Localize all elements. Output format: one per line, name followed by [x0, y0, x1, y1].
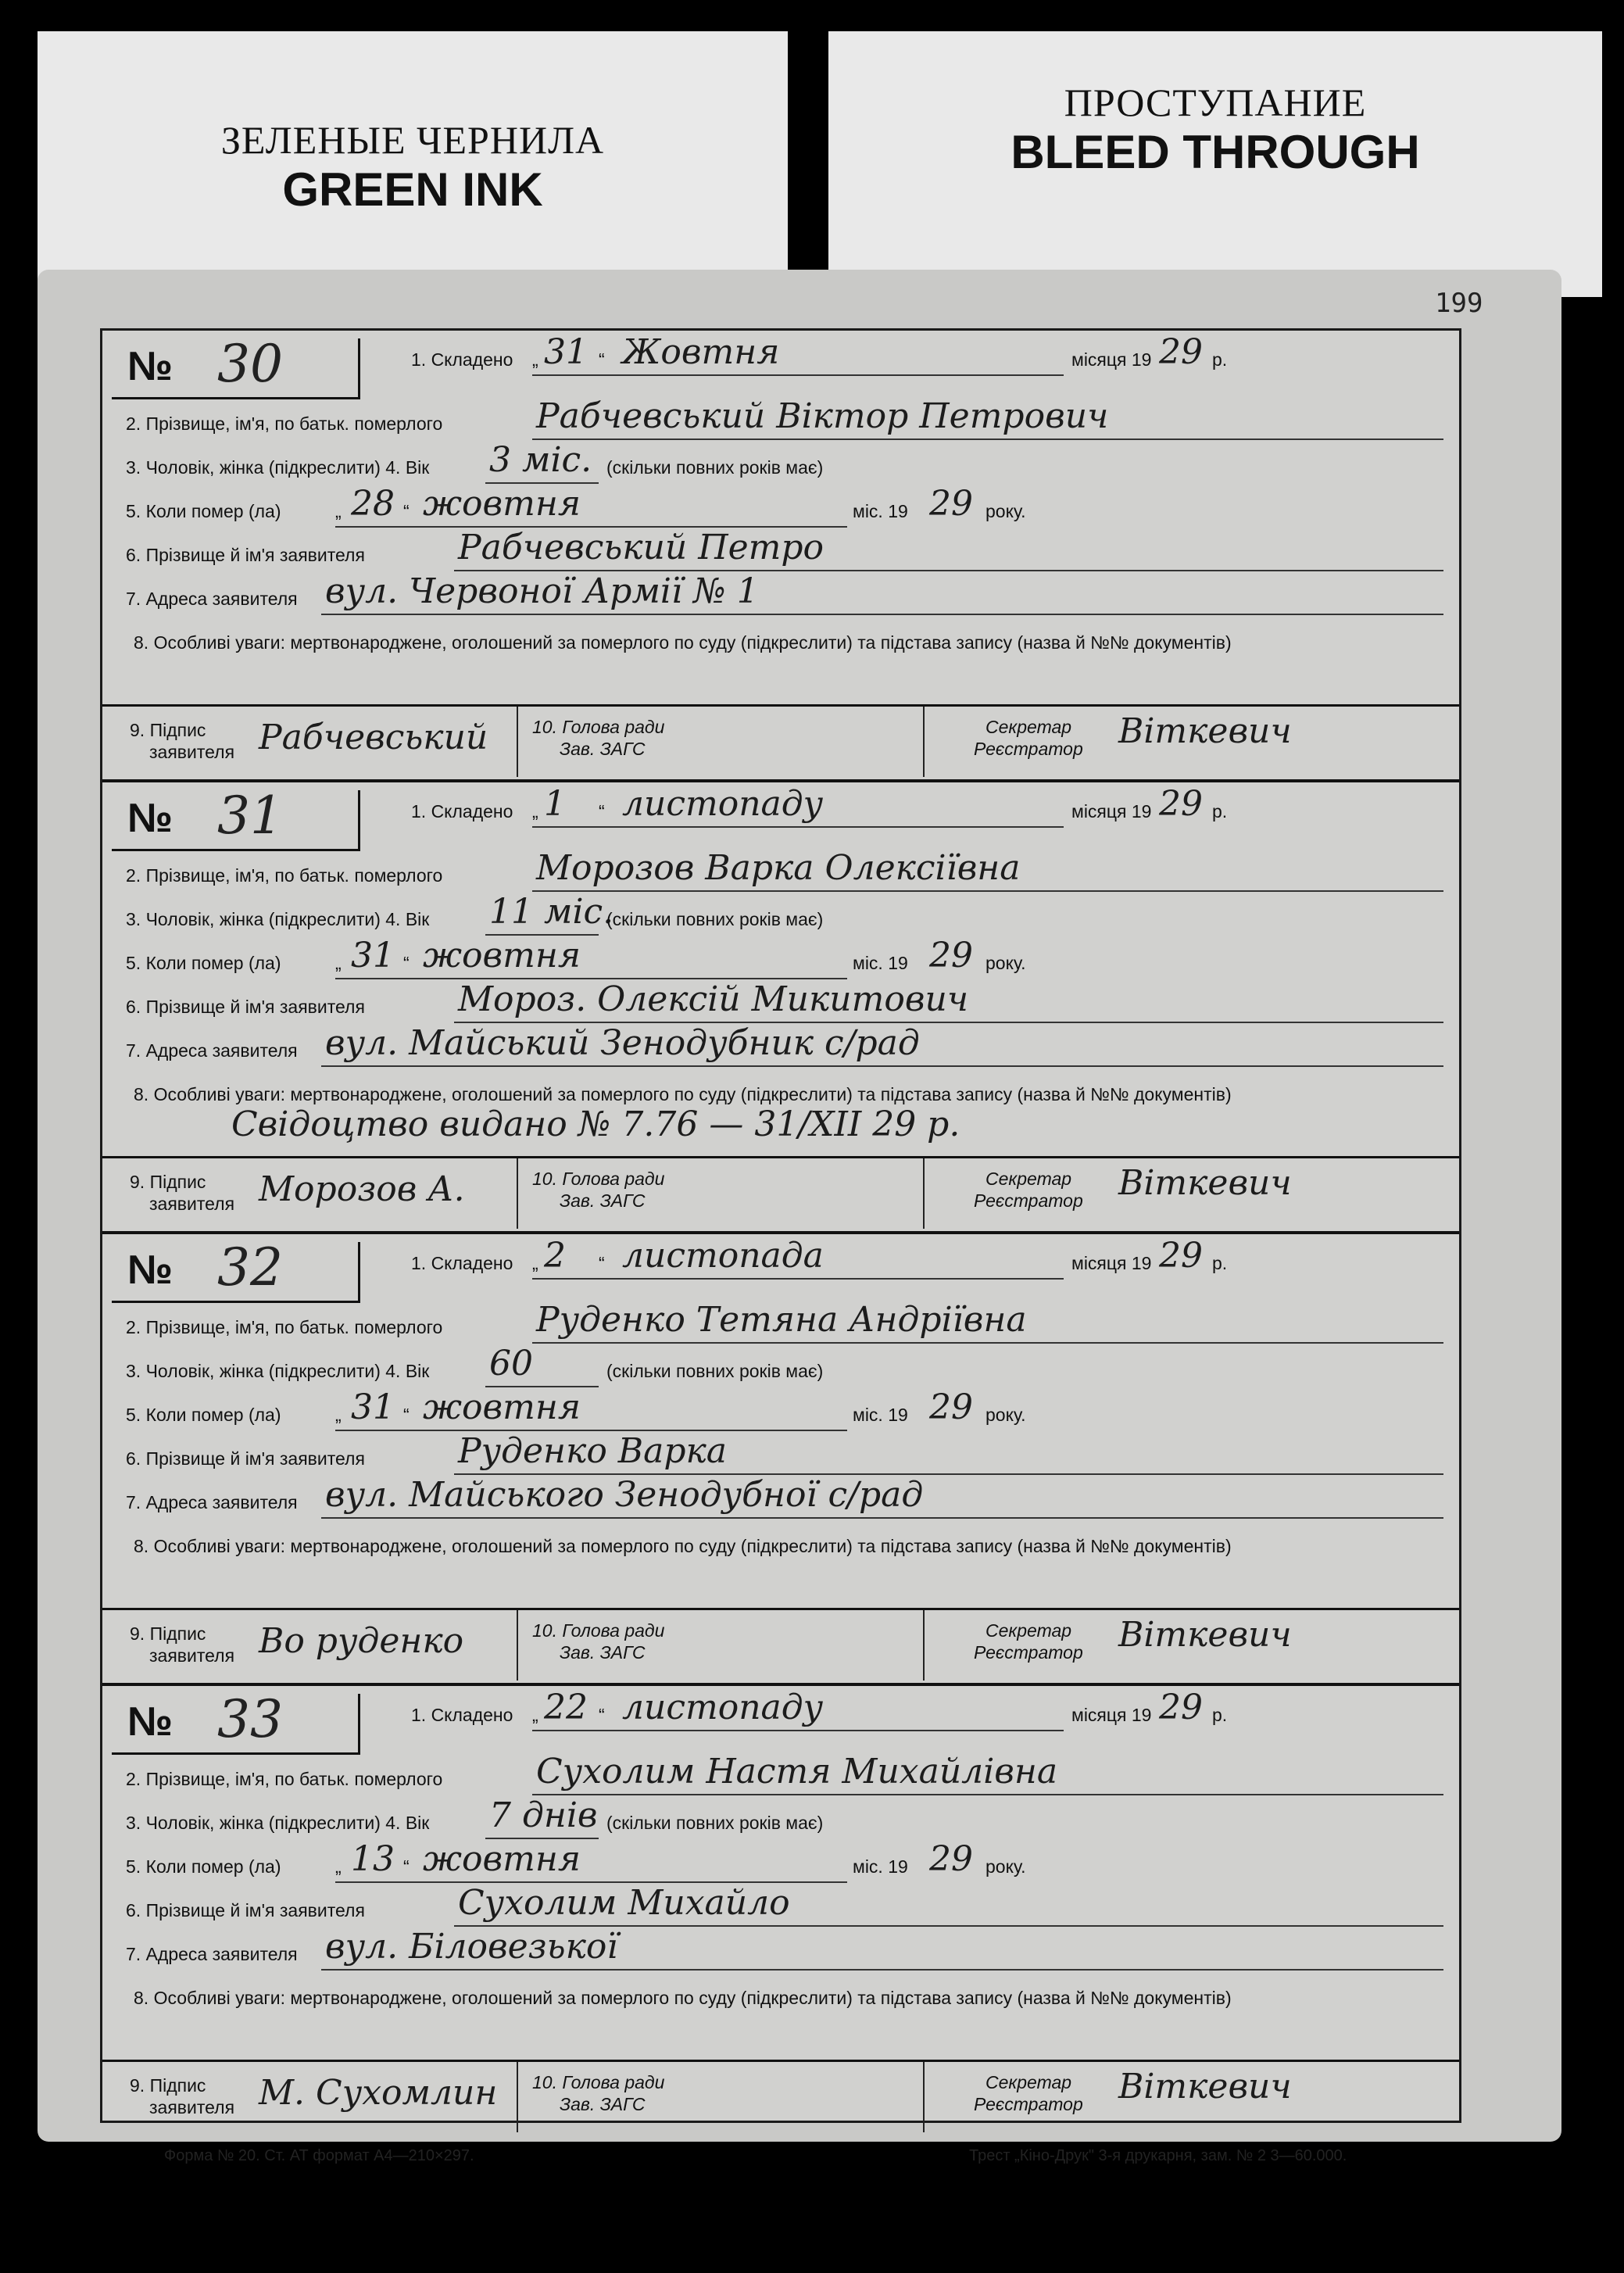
composed-day-close-quote: “ — [599, 349, 605, 370]
death-date-label: 5. Коли помер (ла) — [126, 1856, 281, 1877]
composed-month: листопаду — [622, 1688, 824, 1727]
death-day-open-quote: „ — [335, 1405, 342, 1425]
declarant-label: 6. Прізвище й ім'я заявителя — [126, 1900, 365, 1920]
declarant-label: 6. Прізвище й ім'я заявителя — [126, 1448, 365, 1469]
death-day-close-quote: “ — [403, 1405, 410, 1425]
record-number: 32 — [217, 1237, 283, 1298]
declarant-signature: М. Сухомлин — [259, 2073, 498, 2113]
declarant-address: вул. Майського Зенодубної с/рад — [325, 1475, 924, 1515]
composed-year-suffix: р. — [1212, 1253, 1228, 1273]
death-year-label: міс. 19 — [853, 1405, 908, 1425]
line-notes — [102, 1977, 1459, 2051]
record-number-prefix: № — [127, 344, 173, 389]
registrar-cell — [923, 1610, 1459, 1681]
secretary-label: Секретар — [985, 1169, 1072, 1189]
signature-label: 9. Підпис — [130, 2075, 206, 2096]
record-number-prefix: № — [127, 1699, 173, 1745]
address-rule — [321, 1065, 1443, 1067]
sex-age-label: 3. Чоловік, жінка (підкреслити) 4. Вік — [126, 1361, 430, 1381]
composed-month: листопаду — [622, 784, 824, 824]
composed-year-label: місяця 19 — [1071, 1705, 1152, 1725]
record-number: 33 — [217, 1689, 283, 1749]
declarant-address: вул. Біловезької — [325, 1927, 618, 1967]
death-day-close-quote: “ — [403, 953, 410, 973]
composed-year-suffix: р. — [1212, 349, 1228, 370]
line-address — [102, 1927, 1459, 1974]
record-number: 30 — [217, 334, 283, 394]
death-date-label: 5. Коли помер (ла) — [126, 1405, 281, 1425]
notes-label: 8. Особливі уваги: мертвонароджене, оголошений за померлого по суду (підкреслити) та підстава запису (назва й №№ документів) — [134, 632, 1232, 653]
death-day: 28 — [351, 484, 395, 524]
signature-label: 9. Підпис — [130, 1172, 206, 1192]
death-day-open-quote: „ — [335, 501, 342, 521]
death-year-label: міс. 19 — [853, 501, 908, 521]
line-address — [102, 571, 1459, 618]
declarant-name: Руденко Варка — [458, 1431, 728, 1471]
line-deceased — [102, 1752, 1459, 1799]
death-day-open-quote: „ — [335, 1856, 342, 1877]
death-record-32 — [102, 1234, 1459, 1680]
composed-label: 1. Складено — [411, 801, 513, 822]
composed-year: 29 — [1159, 784, 1203, 824]
deceased-label: 2. Прізвище, ім'я, по батьк. померлого — [126, 1317, 443, 1337]
composed-year-label: місяця 19 — [1071, 801, 1152, 822]
declarant-label: 6. Прізвище й ім'я заявителя — [126, 997, 365, 1017]
declarant-address: вул. Червоної Армії № 1 — [325, 571, 759, 611]
signature-label: 9. Підпис — [130, 720, 206, 740]
line-declarant — [102, 979, 1459, 1026]
deceased-name: Рабчевський Віктор Петрович — [536, 396, 1109, 436]
line-sex-age — [102, 440, 1459, 487]
declarant-signature-cell — [102, 2062, 518, 2132]
signature-label: 9. Підпис — [130, 1623, 206, 1644]
age-value: 60 — [489, 1344, 533, 1383]
registrar-cell — [923, 2062, 1459, 2132]
composed-rule — [532, 374, 1064, 376]
line-notes — [102, 1073, 1459, 1147]
registrar-signature: Віткевич — [1118, 1163, 1292, 1203]
registrar-label: Реєстратор — [974, 1642, 1083, 1663]
death-record-33 — [102, 1686, 1459, 2132]
composed-year-label: місяця 19 — [1071, 349, 1152, 370]
age-hint: (скільки повних років має) — [606, 1361, 824, 1381]
record-number-prefix: № — [127, 796, 173, 841]
record-separator — [102, 1231, 1459, 1234]
composed-month: листопада — [622, 1236, 824, 1276]
declarant-word: заявителя — [149, 742, 235, 762]
deceased-name: Руденко Тетяна Андріївна — [536, 1300, 1027, 1340]
signature-row — [102, 704, 1459, 777]
death-year: 29 — [929, 1839, 973, 1879]
declarant-signature: Рабчевський — [259, 718, 488, 757]
death-day-open-quote: „ — [335, 953, 342, 973]
line-address — [102, 1475, 1459, 1522]
death-year-suffix: року. — [985, 953, 1026, 973]
line-deceased — [102, 848, 1459, 895]
form-footer-left: Форма № 20. Ст. АТ формат А4—210×297. — [164, 2147, 474, 2164]
secretary-label: Секретар — [985, 717, 1072, 737]
death-day-close-quote: “ — [403, 1856, 410, 1877]
bleed-through-label-en: BLEED THROUGH — [1011, 126, 1420, 178]
death-year: 29 — [929, 484, 973, 524]
composed-day: 2 — [544, 1236, 566, 1276]
secretary-label: Секретар — [985, 1620, 1072, 1641]
address-label: 7. Адреса заявителя — [126, 589, 298, 609]
composed-rule — [532, 1278, 1064, 1280]
composed-day-open-quote: „ — [532, 1705, 538, 1725]
address-label: 7. Адреса заявителя — [126, 1944, 298, 1964]
composed-year: 29 — [1159, 1688, 1203, 1727]
chairman-label: 10. Голова ради — [532, 2072, 665, 2092]
composed-year-suffix: р. — [1212, 801, 1228, 822]
declarant-word: заявителя — [149, 1194, 235, 1214]
registrar-signature: Віткевич — [1118, 711, 1292, 751]
death-day: 31 — [351, 936, 395, 975]
chairman-cell — [517, 707, 925, 777]
declarant-label: 6. Прізвище й ім'я заявителя — [126, 545, 365, 565]
declarant-signature-cell — [102, 1158, 518, 1229]
page-number: 199 — [1435, 288, 1483, 319]
line-composed — [102, 1688, 1459, 1734]
chairman-label: 10. Голова ради — [532, 1620, 665, 1641]
age-value: 7 днів — [489, 1795, 598, 1835]
death-year-suffix: року. — [985, 1405, 1026, 1425]
death-year: 29 — [929, 936, 973, 975]
line-declarant — [102, 1883, 1459, 1930]
notes-value: Свідоцтво видано № 7.76 — 31/XII 29 р. — [231, 1104, 960, 1144]
death-year-label: міс. 19 — [853, 1856, 908, 1877]
registrar-label: Реєстратор — [974, 2094, 1083, 2114]
line-composed — [102, 784, 1459, 831]
declarant-word: заявителя — [149, 2097, 235, 2117]
deceased-label: 2. Прізвище, ім'я, по батьк. померлого — [126, 865, 443, 886]
declarant-signature-cell — [102, 1610, 518, 1681]
chairman-cell — [517, 2062, 925, 2132]
line-deceased — [102, 396, 1459, 443]
line-death-date — [102, 1839, 1459, 1886]
death-date-label: 5. Коли помер (ла) — [126, 501, 281, 521]
line-sex-age — [102, 892, 1459, 939]
death-year-suffix: року. — [985, 501, 1026, 521]
address-rule — [321, 1969, 1443, 1971]
death-record-31 — [102, 782, 1459, 1228]
declarant-address: вул. Майський Зенодубник с/рад — [325, 1023, 920, 1063]
line-notes — [102, 621, 1459, 696]
declarant-name: Сухолим Михайло — [458, 1883, 790, 1923]
deceased-name: Сухолим Настя Михайлівна — [536, 1752, 1058, 1792]
line-sex-age — [102, 1795, 1459, 1842]
death-day: 13 — [351, 1839, 395, 1879]
chairman-label: 10. Голова ради — [532, 717, 665, 737]
deceased-rule — [532, 1342, 1443, 1344]
line-death-date — [102, 936, 1459, 983]
line-death-date — [102, 1387, 1459, 1434]
composed-label: 1. Складено — [411, 1705, 513, 1725]
line-declarant — [102, 528, 1459, 575]
declarant-signature: Во руденко — [259, 1621, 464, 1661]
composed-day: 22 — [544, 1688, 588, 1727]
composed-day-open-quote: „ — [532, 349, 538, 370]
record-number: 31 — [217, 786, 283, 846]
composed-rule — [532, 826, 1064, 828]
composed-day-close-quote: “ — [599, 1705, 605, 1725]
death-month: жовтня — [423, 936, 581, 975]
composed-day: 31 — [544, 332, 588, 372]
address-label: 7. Адреса заявителя — [126, 1492, 298, 1512]
age-hint: (скільки повних років має) — [606, 1813, 824, 1833]
declarant-word: заявителя — [149, 1645, 235, 1666]
declarant-signature: Морозов А. — [259, 1169, 465, 1209]
composed-month: Жовтня — [622, 332, 780, 372]
zags-label: Зав. ЗАГС — [560, 1190, 646, 1211]
death-month: жовтня — [423, 1387, 581, 1427]
declarant-name: Рабчевський Петро — [458, 528, 825, 567]
age-hint: (скільки повних років має) — [606, 909, 824, 929]
age-value: 11 міс. — [489, 892, 614, 932]
record-number-prefix: № — [127, 1247, 173, 1293]
registrar-cell — [923, 1158, 1459, 1229]
deceased-rule — [532, 438, 1443, 440]
notes-label: 8. Особливі уваги: мертвонароджене, оголошений за померлого по суду (підкреслити) та підстава запису (назва й №№ документів) — [134, 1536, 1232, 1556]
registrar-signature: Віткевич — [1118, 1615, 1292, 1655]
line-notes — [102, 1525, 1459, 1599]
composed-year: 29 — [1159, 1236, 1203, 1276]
notes-label: 8. Особливі уваги: мертвонароджене, оголошений за померлого по суду (підкреслити) та підстава запису (назва й №№ документів) — [134, 1084, 1232, 1104]
death-year-suffix: року. — [985, 1856, 1026, 1877]
signature-row — [102, 1156, 1459, 1229]
line-death-date — [102, 484, 1459, 531]
address-rule — [321, 1517, 1443, 1519]
line-sex-age — [102, 1344, 1459, 1391]
deceased-rule — [532, 1794, 1443, 1795]
death-month: жовтня — [423, 484, 581, 524]
deceased-label: 2. Прізвище, ім'я, по батьк. померлого — [126, 1769, 443, 1789]
zags-label: Зав. ЗАГС — [560, 2094, 646, 2114]
death-day: 31 — [351, 1387, 395, 1427]
line-address — [102, 1023, 1459, 1070]
deceased-label: 2. Прізвище, ім'я, по батьк. померлого — [126, 413, 443, 434]
registrar-label: Реєстратор — [974, 1190, 1083, 1211]
composed-day-open-quote: „ — [532, 1253, 538, 1273]
form-footer-right: Трест „Кіно-Друк" 3-я друкарня, зам. № 2 3—60.000. — [969, 2147, 1347, 2164]
composed-day-open-quote: „ — [532, 801, 538, 822]
bleed-through-label-card — [828, 31, 1602, 297]
bleed-through-label-ru: ПРОСТУПАНИЕ — [1064, 81, 1367, 124]
line-composed — [102, 332, 1459, 379]
zags-label: Зав. ЗАГС — [560, 1642, 646, 1663]
signature-row — [102, 1608, 1459, 1681]
death-year-label: міс. 19 — [853, 953, 908, 973]
address-label: 7. Адреса заявителя — [126, 1040, 298, 1061]
death-month: жовтня — [423, 1839, 581, 1879]
composed-year-suffix: р. — [1212, 1705, 1228, 1725]
registrar-cell — [923, 707, 1459, 777]
line-composed — [102, 1236, 1459, 1283]
record-separator — [102, 779, 1459, 782]
chairman-cell — [517, 1610, 925, 1681]
death-record-30 — [102, 331, 1459, 776]
composed-year: 29 — [1159, 332, 1203, 372]
declarant-signature-cell — [102, 707, 518, 777]
registrar-label: Реєстратор — [974, 739, 1083, 759]
composed-rule — [532, 1730, 1064, 1731]
death-year: 29 — [929, 1387, 973, 1427]
composed-year-label: місяця 19 — [1071, 1253, 1152, 1273]
composed-day-close-quote: “ — [599, 801, 605, 822]
secretary-label: Секретар — [985, 2072, 1072, 2092]
sex-age-label: 3. Чоловік, жінка (підкреслити) 4. Вік — [126, 1813, 430, 1833]
death-date-label: 5. Коли помер (ла) — [126, 953, 281, 973]
record-separator — [102, 1683, 1459, 1686]
chairman-cell — [517, 1158, 925, 1229]
address-rule — [321, 614, 1443, 615]
line-deceased — [102, 1300, 1459, 1347]
green-ink-label-ru: ЗЕЛЕНЫЕ ЧЕРНИЛА — [220, 118, 605, 162]
zags-label: Зав. ЗАГС — [560, 739, 646, 759]
notes-label: 8. Особливі уваги: мертвонароджене, оголошений за померлого по суду (підкреслити) та підстава запису (назва й №№ документів) — [134, 1988, 1232, 2008]
line-declarant — [102, 1431, 1459, 1478]
declarant-name: Мороз. Олексій Микитович — [458, 979, 969, 1019]
age-hint: (скільки повних років має) — [606, 457, 824, 478]
composed-label: 1. Складено — [411, 349, 513, 370]
sex-age-label: 3. Чоловік, жінка (підкреслити) 4. Вік — [126, 457, 430, 478]
composed-day-close-quote: “ — [599, 1253, 605, 1273]
sex-age-label: 3. Чоловік, жінка (підкреслити) 4. Вік — [126, 909, 430, 929]
age-value: 3 міс. — [489, 440, 592, 480]
green-ink-label-en: GREEN INK — [282, 163, 543, 216]
deceased-rule — [532, 890, 1443, 892]
registrar-signature: Віткевич — [1118, 2067, 1292, 2107]
death-register-form — [100, 328, 1461, 2123]
death-day-close-quote: “ — [403, 501, 410, 521]
deceased-name: Морозов Варка Олексіївна — [536, 848, 1021, 888]
signature-row — [102, 2060, 1459, 2132]
composed-label: 1. Складено — [411, 1253, 513, 1273]
chairman-label: 10. Голова ради — [532, 1169, 665, 1189]
composed-day: 1 — [544, 784, 566, 824]
